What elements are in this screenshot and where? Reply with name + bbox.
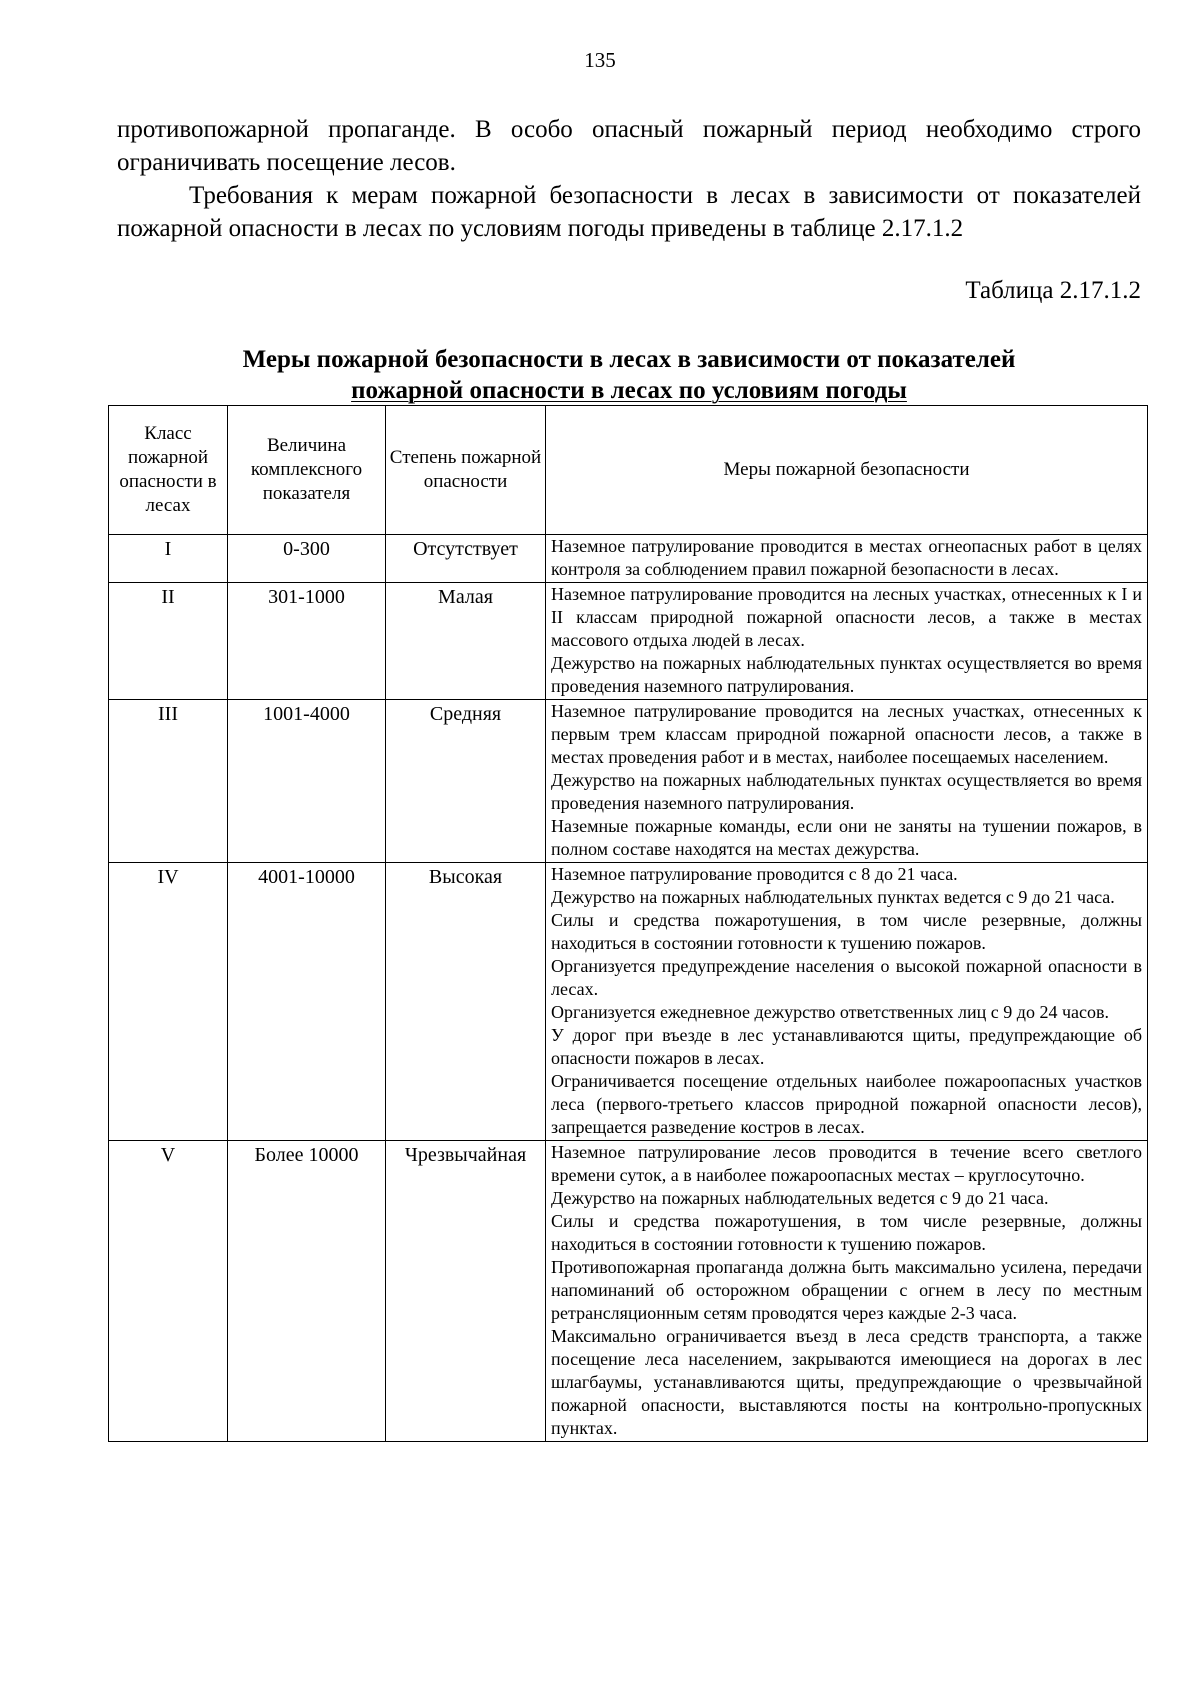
measure-item: Дежурство на пожарных наблюдательных пунктах осуществляется во время проведения наземного патрулирования. [551,770,1142,813]
measure-item: Силы и средства пожаротушения, в том числе резервные, должны находиться в состоянии готовности к тушению пожаров. [551,1211,1142,1254]
header-value: Величина комплексного показателя [228,406,386,535]
cell-value: 4001-10000 [228,863,386,1141]
table-row [109,583,1148,700]
cell-measures [546,535,1148,583]
header-measures: Меры пожарной безопасности [546,406,1148,535]
intro-paragraph-2: Требования к мерам пожарной безопасности в лесах в зависимости от показателей пожарной опасности в лесах по условиям погоды приведены в таблице 2.17.1.2 [117,182,1141,242]
cell-measures [546,583,1148,700]
measure-item: Ограничивается посещение отдельных наиболее пожароопасных участков леса (первого-третьего классов природной пожарной опасности лесов), запрещается разведение костров в лесах. [551,1071,1142,1137]
cell-class: V [109,1141,228,1442]
cell-class: IV [109,863,228,1141]
cell-degree: Высокая [386,863,546,1141]
measure-item: Наземное патрулирование проводится в местах огнеопасных работ в целях контроля за соблюдением правил пожарной безопасности в лесах. [551,536,1142,579]
measure-item: Наземное патрулирование лесов проводится в течение всего светлого времени суток, а в наиболее пожароопасных местах – круглосуточно. [551,1142,1142,1185]
table-title [117,344,1141,406]
table-label: Таблица 2.17.1.2 [965,277,1141,304]
table-row [109,535,1148,583]
measure-item: Дежурство на пожарных наблюдательных пунктах осуществляется во время проведения наземного патрулирования. [551,653,1142,696]
cell-value: 301-1000 [228,583,386,700]
measure-item: Наземное патрулирование проводится с 8 до 21 часа. [551,864,958,884]
table-title-line-1: Меры пожарной безопасности в лесах в зависимости от показателей [242,346,1016,373]
cell-class: III [109,700,228,863]
measure-item: Дежурство на пожарных наблюдательных ведется с 9 до 21 часа. [551,1188,1049,1208]
table-header-row [109,406,1148,535]
page-number: 135 [584,48,616,72]
table-title-line-2: пожарной опасности в лесах по условиям погоды [351,377,907,404]
measure-item: Наземные пожарные команды, если они не заняты на тушении пожаров, в полном составе находятся на местах дежурства. [551,816,1142,859]
cell-value: 1001-4000 [228,700,386,863]
measure-item: Максимально ограничивается въезд в леса средств транспорта, а также посещение леса населением, закрываются имеющиеся на дорогах в лес шлагбаумы, устанавливаются щиты, предупреждающие о чрезвычайной пожарной опасности, выставляются посты на контрольно-пропускных пунктах. [551,1326,1142,1438]
cell-degree: Малая [386,583,546,700]
cell-measures [546,1141,1148,1442]
cell-degree: Средняя [386,700,546,863]
cell-class: I [109,535,228,583]
cell-value: Более 10000 [228,1141,386,1442]
cell-measures [546,700,1148,863]
measure-item: Противопожарная пропаганда должна быть максимально усилена, передачи напоминаний об осторожном обращении с огнем в лесу по местным ретрансляционным сетям проводятся через каждые 2-3 часа. [551,1257,1142,1323]
measure-item: У дорог при въезде в лес устанавливаются щиты, предупреждающие об опасности пожаров в лесах. [551,1025,1142,1068]
table-row [109,863,1148,1141]
cell-value: 0-300 [228,535,386,583]
cell-degree: Чрезвычайная [386,1141,546,1442]
measure-item: Наземное патрулирование проводится на лесных участках, отнесенных к I и II классам природной пожарной опасности лесов, а также в местах массового отдыха людей в лесах. [551,584,1142,650]
cell-degree: Отсутствует [386,535,546,583]
table-row [109,1141,1148,1442]
header-class: Класс пожарной опасности в лесах [109,406,228,535]
measure-item: Силы и средства пожаротушения, в том числе резервные, должны находиться в состоянии готовности к тушению пожаров. [551,910,1142,953]
measure-item: Наземное патрулирование проводится на лесных участках, отнесенных к первым трем классам природной пожарной опасности лесов, а также в местах проведения работ и в местах, наиболее посещаемых населением. [551,701,1142,767]
measure-item: Организуется ежедневное дежурство ответственных лиц с 9 до 24 часов. [551,1002,1109,1022]
cell-class: II [109,583,228,700]
measure-item: Дежурство на пожарных наблюдательных пунктах ведется с 9 до 21 часа. [551,887,1115,907]
intro-paragraph-1: противопожарной пропаганде. В особо опасный пожарный период необходимо строго ограничивать посещение лесов. [117,116,1141,176]
cell-measures [546,863,1148,1141]
header-degree: Степень пожарной опасности [386,406,546,535]
table-row [109,700,1148,863]
measure-item: Организуется предупреждение населения о высокой пожарной опасности в лесах. [551,956,1142,999]
intro-text [117,113,1141,245]
fire-safety-table [108,405,1148,1442]
